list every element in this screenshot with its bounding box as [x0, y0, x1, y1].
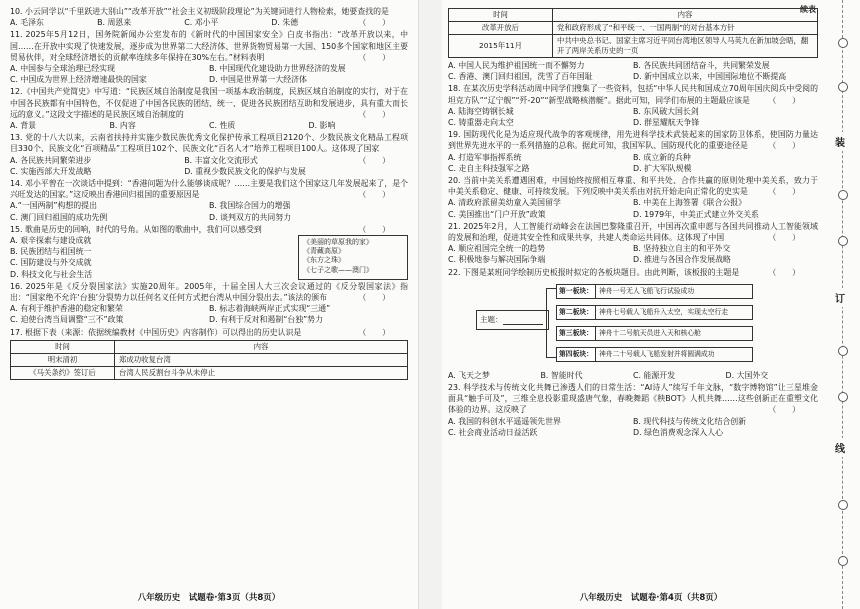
question-stem [10, 327, 408, 338]
exam-page-3 [0, 0, 418, 609]
options-list [10, 120, 408, 131]
question-stem [448, 129, 818, 151]
plate-text: 神舟二十号载人飞船发射并将圆满成功 [596, 347, 753, 362]
options-list [10, 17, 358, 28]
options-list [448, 197, 818, 219]
plate-label: 第一板块： [556, 284, 596, 299]
history-table [448, 8, 818, 58]
answer-paren: （ ） [768, 141, 800, 151]
question-stem [10, 178, 408, 200]
option: D. 科技文化与社会生活 [10, 269, 93, 279]
board-plate [556, 305, 753, 318]
option: B. 中国现代化建设助力世界经济的发展 [209, 64, 346, 74]
answer-paren: （ ） [768, 267, 800, 277]
question-stem-text: 18. 在某次历史学科活动周中同学们搜集了一些资料，包括“中华人民共和国成立70周年国庆阅兵中受阅的坦克方队”“辽宁舰”“歼-20”“新型战略核潜艇”。据此可知，同学们布展的主题最应该是 [448, 84, 818, 105]
option: A. 各民族共同繁荣进步 [10, 155, 92, 165]
option: A. 我国的科创水平遥遥领先世界 [448, 416, 561, 426]
option: D. 新中国成立以来，中国国际地位不断提高 [633, 72, 787, 82]
q17-options [448, 60, 818, 82]
plate-text: 神舟十二号航天员进入天和核心舱 [596, 326, 753, 341]
option: D. 重视少数民族文化的保护与发展 [184, 166, 306, 176]
table-cell: 改革开放后 [449, 22, 553, 35]
option: B. 中美在上海签署《联合公报》 [633, 198, 747, 208]
question-item [10, 224, 408, 280]
option: D. 朱德 [271, 18, 299, 28]
question-stem [10, 281, 408, 303]
question-stem-text: 12.《中国共产党简史》中写道：“民族区域自治制度是我国一项基本政治制度，民族区域自治制度的实行，对于在中国各民族都有中国特色，不仅促进了中国各民族的团结、统一、促进各民族团结互助和发展进步，具有重大而长远的意义。”这段文字描述的是民族区域自治制度的 [10, 87, 408, 119]
table-header-cell: 时间 [449, 9, 553, 22]
question-item [10, 132, 408, 177]
answer-paren: （ ） [358, 293, 390, 303]
answer-paren: （ ） [358, 52, 390, 62]
table-cell: 台湾人民反割台斗争从未停止 [115, 366, 408, 379]
option: C. 积极地参与解决国际争端 [448, 255, 546, 265]
question-item [448, 83, 818, 128]
option: C. 国防建设与外交成就 [10, 258, 92, 268]
binding-label: 线 [835, 438, 845, 457]
options-list [10, 155, 358, 177]
answer-paren: （ ） [358, 190, 390, 200]
options-list [10, 235, 298, 280]
option: C. 性质 [209, 121, 236, 131]
options-list [10, 63, 408, 85]
topic-label: 主题： [480, 314, 503, 324]
option: A. 飞天之梦 [448, 370, 490, 380]
option: D. 谈判双方的共同努力 [209, 212, 292, 222]
option: B. 民族团结与祖国统一 [10, 247, 92, 257]
question-stem [448, 221, 818, 243]
options-list [10, 200, 408, 222]
option: B. 周恩来 [97, 18, 132, 28]
table-row [11, 353, 408, 366]
question-item [448, 382, 818, 438]
options-list [448, 370, 818, 381]
table-header-row [449, 9, 818, 22]
song-title: 《美丽的草原我的家》 [303, 238, 373, 247]
options-list [448, 106, 818, 128]
question-stem-text: 17. 根据下表（来源：依据统编教材《中国历史》内容制作）可以得出的历史认识是 [10, 327, 302, 337]
plate-text: 神舟一号无人飞船飞行试验成功 [596, 284, 753, 299]
table-row [11, 366, 408, 379]
topic-blank [503, 314, 543, 325]
continue-label: 续表 [800, 5, 816, 14]
question-stem-text: 13. 党的十八大以来，云南省扶持并实施少数民族优秀文化保护传承工程项目2120个、少数民族文化精品工程项目330个、民族文化“百项精品”工程项目102个、民族文化“百名人才”培养工程项目100人。这体现了国家 [10, 133, 408, 154]
option: A. 清政府派留美幼童入美国留学 [448, 198, 561, 208]
question-item [448, 267, 818, 381]
question-item [10, 281, 408, 326]
option: B. 我国综合国力的增强 [209, 201, 291, 211]
answer-paren: （ ） [358, 109, 390, 119]
option: C. 澳门回归祖国的成功先例 [10, 212, 108, 222]
option: B. 内容 [109, 121, 136, 131]
options-list [448, 416, 818, 438]
option: D. 绿色消费观念深入人心 [633, 427, 723, 437]
option: D. 影响 [308, 121, 336, 131]
option: C. 能源开发 [633, 370, 676, 380]
board-topic-diagram [448, 280, 818, 368]
option: A.“一国两制”构想的提出 [10, 201, 97, 211]
answer-paren: （ ） [358, 155, 390, 165]
answer-paren: （ ） [358, 18, 390, 28]
question-stem-text: 23. 科学技术与传统文化共舞已渗透人们的日常生活：“AI诗人”续写千年文脉，“数字博物馆”让三星堆金面具“触手可及”，三维全息投影重现盛唐气象，春晚舞蹈《秧BOT》人机共舞……这些创新正在重塑文化体验的边界。这反映了 [448, 383, 818, 415]
page-3-footer: 八年级历史 试题卷·第3页（共8页） [137, 593, 281, 603]
option: D. 1979年，中美正式建立外交关系 [633, 209, 759, 219]
topic-box [476, 310, 549, 330]
plate-text: 神舟七号载人飞船升入太空，实现太空行走 [596, 305, 753, 320]
binding-hole [838, 236, 848, 246]
binding-hole [838, 500, 848, 510]
option: C. 社会商业活动日益活跃 [448, 427, 538, 437]
song-title: 《青藏高原》 [303, 247, 345, 256]
option: B. 丰富文化交流形式 [184, 155, 258, 165]
binding-hole [838, 392, 848, 402]
plate-label: 第四板块： [556, 347, 596, 362]
binding-label: 装 [835, 132, 845, 151]
song-title: 《东方之珠》 [303, 256, 345, 265]
question-stem [448, 267, 818, 278]
board-plate [556, 284, 753, 297]
answer-paren: （ ） [768, 187, 800, 197]
exam-page-4 [442, 0, 860, 609]
question-stem [448, 382, 818, 416]
option: C. 邓小平 [184, 18, 219, 28]
option: A. 中国参与全球治理已经实现 [10, 64, 115, 74]
song-title: 《七子之歌——澳门》 [303, 265, 373, 274]
option: A. 中国人民为维护祖国统一而不懈努力 [448, 61, 585, 70]
binding-hole [838, 38, 848, 48]
page-3-questions [10, 6, 408, 382]
question-item [448, 129, 818, 174]
question-item [10, 327, 408, 338]
options-list [448, 152, 818, 174]
option: D. 推进与各国合作发展战略 [633, 255, 731, 265]
question-stem-text: 15. 歌曲是历史的回响，时代的号角。从如图的歌曲中，我们可以感受到 [10, 224, 262, 234]
question-item [448, 221, 818, 266]
option: B. 坚持独立自主的和平外交 [633, 244, 731, 254]
option: D. 群星耀航天争锋 [633, 118, 700, 128]
history-table [10, 340, 408, 380]
question-stem [10, 224, 408, 235]
option: A. 有利于维护香港的稳定和繁荣 [10, 304, 123, 314]
table-header-cell: 内容 [115, 340, 408, 353]
table-row [449, 35, 818, 58]
table-header-cell: 内容 [553, 9, 818, 22]
option: C. 中国成为世界上经济增速最快的国家 [10, 75, 147, 85]
binding-margin [824, 0, 860, 609]
options-list [10, 303, 408, 325]
plate-label: 第三板块： [556, 326, 596, 341]
table-row [449, 22, 818, 35]
option: A. 顺应祖国完全统一的趋势 [448, 244, 546, 254]
binding-hole [838, 556, 848, 566]
answer-paren: （ ） [358, 224, 390, 234]
option: D. 有利于反对和遏制“台独”势力 [209, 315, 323, 325]
option: A. 打造军事指挥系统 [448, 152, 522, 162]
page-4-questions [448, 6, 818, 439]
option: B. 成立新的兵种 [633, 152, 691, 162]
binding-label: 订 [835, 288, 845, 307]
question-item [448, 175, 818, 220]
option: B. 现代科技与传统文化结合创新 [633, 416, 747, 426]
binding-hole [838, 346, 848, 356]
answer-paren: （ ） [768, 233, 800, 243]
option: A. 毛泽东 [10, 18, 44, 28]
option: A. 艰辛探索与建设成就 [10, 236, 92, 246]
question-item [10, 6, 408, 28]
question-stem-text: 22. 下图是某班同学绘制历史板报时拟定的各板块题目。由此判断，该板报的主题是 [448, 267, 740, 277]
option: C. 实施西部大开发战略 [10, 166, 92, 176]
option: B. 智能时代 [540, 370, 583, 380]
option: C. 香港、澳门回归祖国，洗雪了百年国耻 [448, 72, 593, 82]
question-item [10, 178, 408, 223]
option: A. 背景 [10, 121, 37, 131]
option: D. 扩大军队规模 [633, 163, 692, 173]
question-stem [448, 83, 818, 105]
option: D. 大国外交 [725, 370, 769, 380]
table-cell: 党和政府形成了“和平统一、一国两制”的对台基本方针 [553, 22, 818, 35]
table-cell: 郑成功收复台湾 [115, 353, 408, 366]
option: B. 各民族共同团结奋斗，共同繁荣发展 [633, 61, 770, 70]
option: D. 中国是世界第一大经济体 [209, 75, 307, 85]
question-stem-text: 20. 当前中美关系遭遇困难，中国始终按照相互尊重、和平共处、合作共赢的原则处理中美关系，致力于中美关系稳定、健康、可持续发展。下列反映中美关系由对抗开始走向正常化的史实是 [448, 176, 818, 197]
table-header-cell: 时间 [11, 340, 115, 353]
table-header-row [11, 340, 408, 353]
answer-paren: （ ） [768, 95, 800, 105]
options-list [448, 243, 818, 265]
song-list-box [298, 235, 408, 280]
option: C. 铸重器走向太空 [448, 118, 514, 128]
question-stem-text: 16. 2025年是《反分裂国家法》实施20周年。2005年，十届全国人大三次会议通过的《反分裂国家法》指出：“国家绝不允许‘台独’分裂势力以任何名义任何方式把台湾从中国分裂出去。”该法的颁布 [10, 281, 408, 303]
question-stem-text: 11. 2025年5月12日，国务院新闻办公室发布的《新时代的中国国家安全》白皮书指出：“改革开放以来，中国……在开放中实现了快速发展，逐步成为世界第二大经济体、世界货物贸易第一大国、150多个国家和地区主要贸易伙伴，对全球经济增长的贡献率连续多年保持在30%左右。”材料表明 [10, 30, 408, 62]
question-stem [10, 86, 408, 120]
table-cell: 2015年11月 [449, 35, 553, 58]
page-gutter [418, 0, 444, 609]
board-plate [556, 326, 753, 339]
board-plate [556, 347, 753, 360]
page-4-footer: 八年级历史 试题卷·第4页（共8页） [579, 593, 723, 603]
answer-paren: （ ） [768, 405, 800, 415]
option: B. 东风破大国长剑 [633, 106, 699, 116]
question-stem-text: 14. 邓小平曾在一次谈话中提到：“香港问题为什么能够谈成呢？……主要是我们这个国家这几年发展起来了，是个兴旺发达的国家。”这反映出香港回归祖国的重要原因是 [10, 179, 408, 200]
plate-label: 第二板块： [556, 305, 596, 320]
option: C. 迫使台湾当局调整“三不”政策 [10, 315, 124, 325]
binding-hole [838, 82, 848, 92]
question-stem-text: 21. 2025年2月，人工智能行动峰会在法国巴黎隆重召开，中国再次重申愿与各国共同推动人工智能领域的发展和治理，促进其安全性和成果共享，共建人类命运共同体。这体现了中国 [448, 221, 818, 243]
option: A. 陆海空铸钢长城 [448, 106, 514, 116]
question-stem [448, 175, 818, 197]
question-stem-text: 10. 小云同学以“千里跃进大别山”“改革开放”“社会主义初级阶段理论”为关键词进行人物检索，她要查找的是 [10, 7, 389, 16]
question-stem [10, 29, 408, 63]
question-item [10, 29, 408, 85]
table-cell: 明末清初 [11, 353, 115, 366]
question-stem-text: 19. 国防现代化是为适应现代战争的客观规律，用先进科学技术武装起来的国家防卫体系，使国防力量达到世界先进水平的一系列措施的总称。据此可知，我国军队、国防现代化的重要途径是 [448, 130, 818, 151]
question-item [10, 86, 408, 131]
table-cell: 《马关条约》签订后 [11, 366, 115, 379]
answer-paren: （ ） [358, 327, 390, 337]
table-cell: 中共中央总书记、国家主席习近平同台湾地区领导人马英九在新加坡会晤，翻开了两岸关系历史的一页 [553, 35, 818, 58]
option: C. 走自主科技强军之路 [448, 163, 530, 173]
question-options-row [10, 235, 408, 280]
option: B. 标志着海峡两岸正式实现“三通” [209, 304, 331, 314]
option: C. 美国推出“门户开放”政策 [448, 209, 546, 219]
binding-hole [838, 190, 848, 200]
